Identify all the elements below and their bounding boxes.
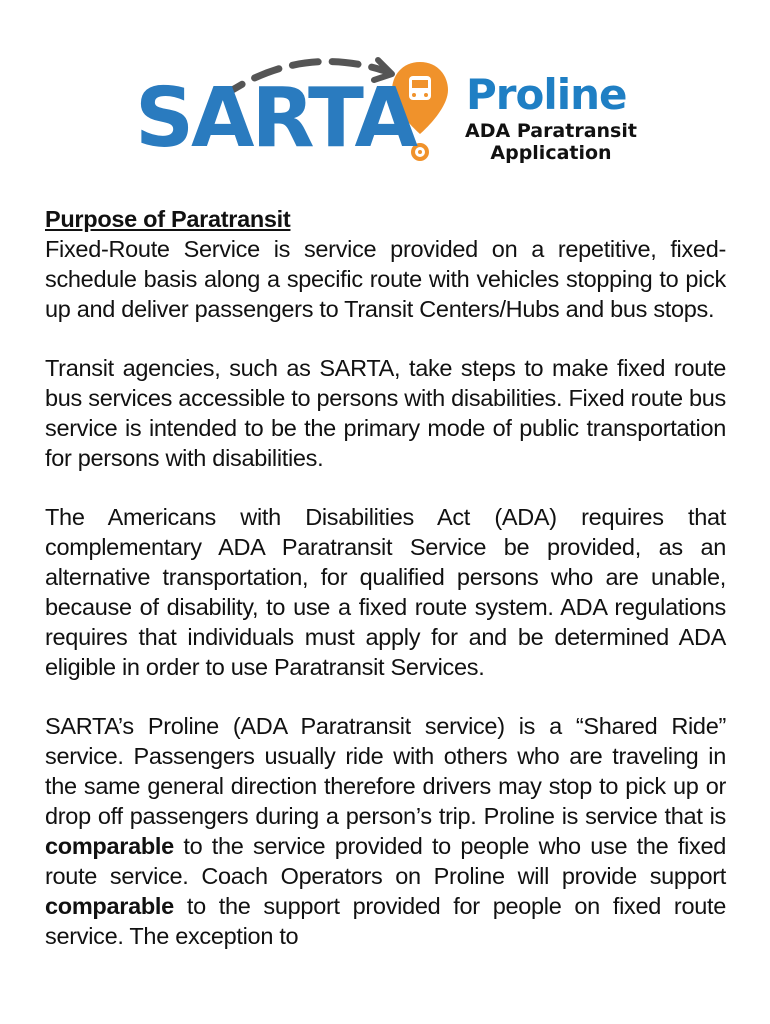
shared-ride-text-c: to the support provided for people on fixed route service. The exception to	[45, 893, 726, 949]
header	[0, 0, 770, 180]
shared-ride-text-a: SARTA’s Proline (ADA Paratransit service) is a “Shared Ride” service. Passengers usually ride with others who are traveling in the same general direction therefore drivers may stop to pick up or drop off passengers during a person’s trip. Proline is service that is	[45, 713, 726, 829]
shared-ride-text-b: to the service provided to people who use the fixed route service. Coach Operators on Proline will provide support	[45, 833, 726, 889]
comparable-emphasis-1: comparable	[45, 833, 174, 859]
paragraph-fixed-route: Fixed-Route Service is service provided on a repetitive, fixed-schedule basis along a specific route with vehicles stopping to pick up and deliver passengers to Transit Centers/Hubs and bus stops.	[45, 236, 726, 322]
subtitle-line-2: Application	[490, 142, 612, 164]
comparable-emphasis-2: comparable	[45, 893, 174, 919]
subtitle-line-1: ADA Paratransit	[465, 120, 637, 142]
paragraph-transit-agencies: Transit agencies, such as SARTA, take steps to make fixed route bus services accessible to persons with disabilities. Fixed route bus service is intended to be the primary mode of public transportation for persons with disabilities.	[45, 355, 726, 471]
proline-title: Proline	[466, 70, 627, 119]
document-body	[45, 204, 726, 980]
proline-subtitle	[458, 120, 644, 164]
paragraph-ada-requirements: The Americans with Disabilities Act (ADA) requires that complementary ADA Paratransit Service be provided, as an alternative transportation, for qualified persons who are unable, because of disability, to use a fixed route system. ADA regulations requires that individuals must apply for and be determined ADA eligible in order to use Paratransit Services.	[45, 504, 726, 680]
paragraph-shared-ride	[45, 711, 726, 951]
sarta-wordmark: SARTA	[135, 71, 416, 166]
section-heading: Purpose of Paratransit	[45, 206, 291, 232]
